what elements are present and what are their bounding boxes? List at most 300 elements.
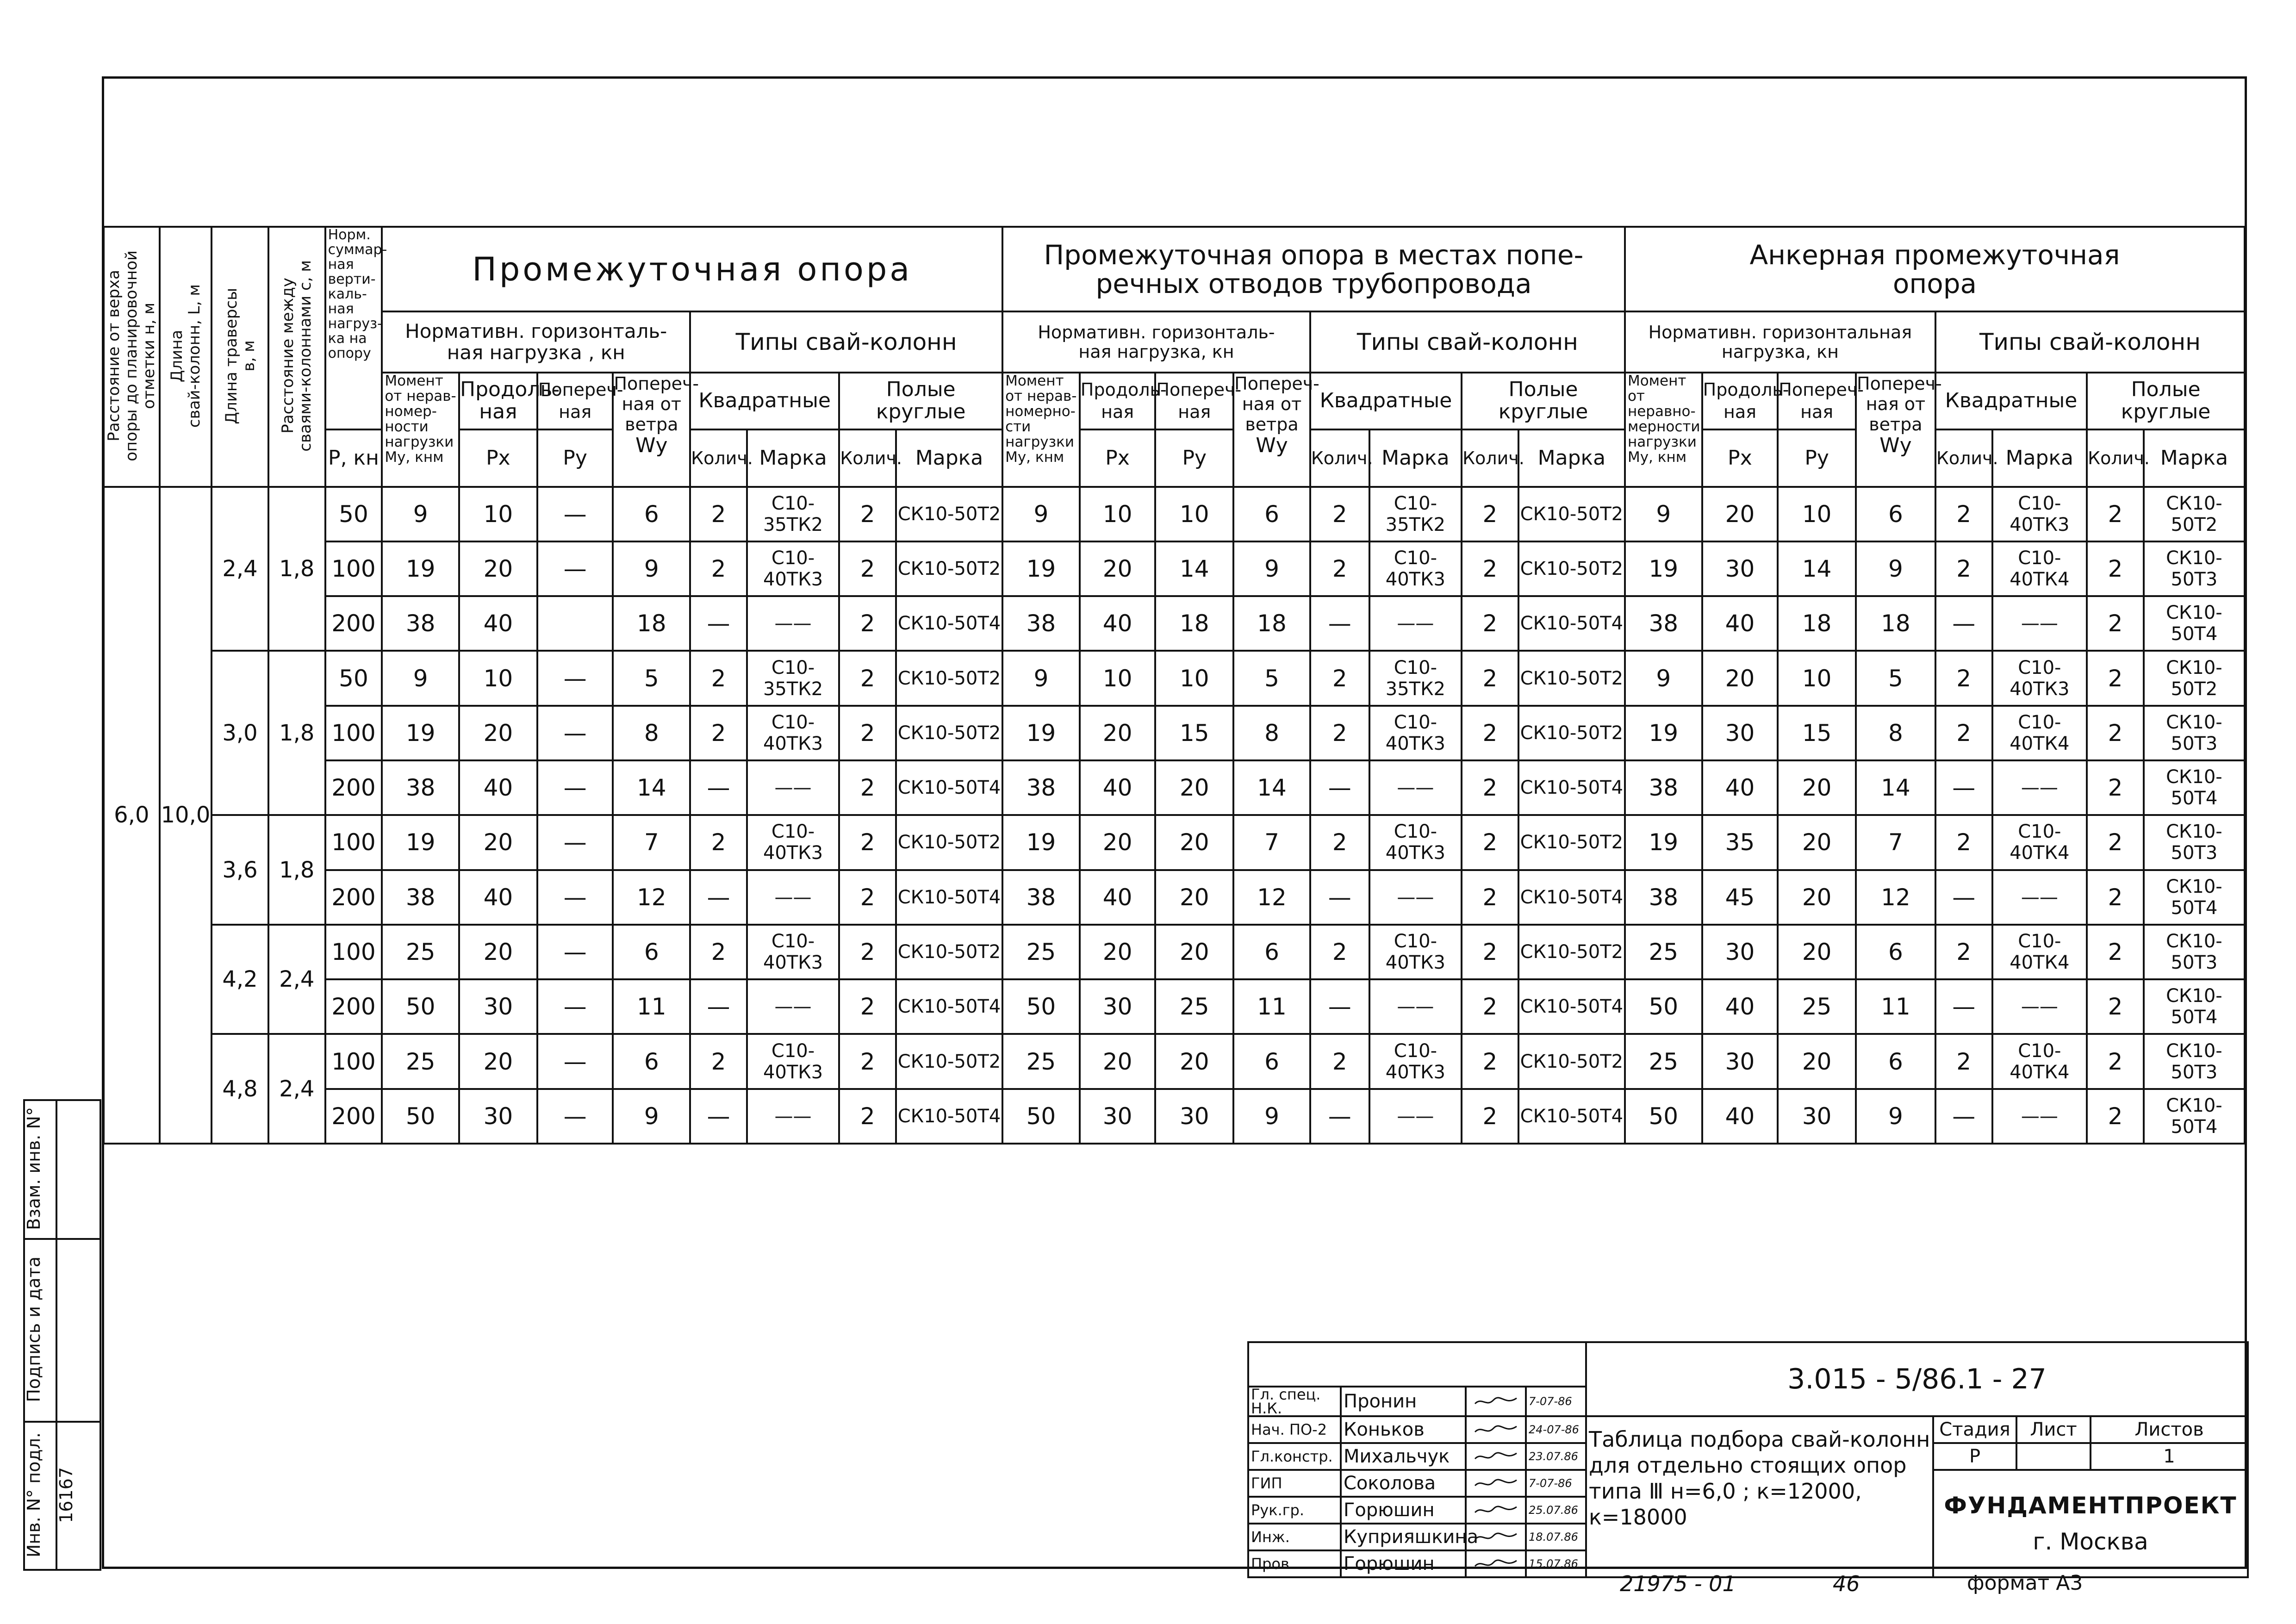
pile-mark-cell: СК10-50Т2 — [2144, 651, 2245, 705]
table-cell: 45 — [1702, 870, 1778, 925]
table-cell: — — [537, 487, 613, 541]
table-cell: 20 — [1702, 651, 1778, 705]
table-cell: 9 — [613, 1089, 690, 1144]
table-cell: 200 — [325, 870, 382, 925]
table-cell: 2 — [690, 1034, 747, 1089]
table-cell: 200 — [325, 596, 382, 651]
height-value: 6,0 — [104, 487, 160, 1144]
table-cell: 38 — [1625, 596, 1702, 651]
table-cell: 25 — [1002, 925, 1080, 979]
pile-mark-cell: СК10-50Т2 — [896, 487, 1002, 541]
table-cell: 20 — [1080, 925, 1156, 979]
table-cell: 11 — [1233, 979, 1310, 1034]
pile-mark-cell: СК10-50Т2 — [896, 1034, 1002, 1089]
signature-icon — [1468, 1450, 1523, 1463]
pile-mark-cell: СК10-50Т3 — [2144, 1034, 2245, 1089]
table-cell: 2 — [2087, 870, 2144, 925]
py-unit-1: Ру — [537, 429, 613, 486]
table-cell: 2 — [1310, 1034, 1369, 1089]
table-cell: 38 — [1002, 760, 1080, 815]
table-cell: 200 — [325, 760, 382, 815]
table-cell: 30 — [1702, 706, 1778, 760]
table-cell: 38 — [1002, 596, 1080, 651]
original-inventory-value: 16167 — [56, 1422, 100, 1570]
header-traverse: Длина траверсы в, м — [212, 227, 268, 487]
table-cell: — — [537, 706, 613, 760]
table-cell: 20 — [459, 1034, 537, 1089]
table-cell: 25 — [1778, 979, 1856, 1034]
transverse-header-1: Попереч- ная — [537, 373, 613, 429]
table-cell: 40 — [1702, 760, 1778, 815]
signature-cell — [1466, 1387, 1526, 1416]
header-height: Расстояние от верха опоры до планировочной отметки н, м — [104, 227, 160, 487]
table-cell: 50 — [1002, 1089, 1080, 1144]
pile-mark-cell: —— — [747, 760, 839, 815]
table-cell: 38 — [382, 870, 459, 925]
table-cell: 20 — [1778, 815, 1856, 870]
table-cell: — — [537, 979, 613, 1034]
table-cell: 2 — [2087, 815, 2144, 870]
pile-mark-cell: —— — [1369, 870, 1462, 925]
pile-mark-cell: С10-40ТК4 — [1992, 815, 2087, 870]
table-cell: 18 — [1778, 596, 1856, 651]
table-cell: 2 — [1310, 706, 1369, 760]
table-cell: 9 — [1233, 1089, 1310, 1144]
table-cell: 2 — [690, 487, 747, 541]
pile-mark-cell: СК10-50Т2 — [1518, 487, 1625, 541]
table-cell: 30 — [1702, 541, 1778, 596]
stamp-label-stage: Стадия — [1933, 1416, 2016, 1443]
mark-header: Марка — [896, 429, 1002, 486]
table-cell: 25 — [1002, 1034, 1080, 1089]
table-cell: 40 — [1080, 596, 1156, 651]
mark-header: Марка — [1992, 429, 2087, 486]
table-cell — [537, 596, 613, 651]
organization-name: ФУНДАМЕНТПРОЕКТ — [1944, 1492, 2237, 1519]
table-cell: 100 — [325, 815, 382, 870]
table-cell: 40 — [1080, 760, 1156, 815]
table-cell: 8 — [1856, 706, 1935, 760]
round-header-1: Полые круглые — [839, 373, 1002, 429]
pile-mark-cell: С10-40ТК3 — [747, 925, 839, 979]
table-cell: — — [1935, 870, 1992, 925]
table-row — [104, 1034, 2245, 1089]
table-cell: 20 — [1080, 706, 1156, 760]
signature-date: 23.07.86 — [1526, 1443, 1586, 1470]
table-cell: 100 — [325, 706, 382, 760]
pile-mark-cell: СК10-50Т4 — [2144, 596, 2245, 651]
moment-header-1: Момент от нерав- номер- ности нагрузки Му, кнм — [382, 373, 459, 487]
table-cell: 19 — [1002, 706, 1080, 760]
pile-mark-cell: С10-40ТК3 — [1369, 1034, 1462, 1089]
group-title-1: Промежуточная опора — [382, 227, 1002, 311]
table-cell: 7 — [613, 815, 690, 870]
signature-icon — [1468, 1394, 1523, 1408]
table-cell: 2 — [1935, 651, 1992, 705]
table-cell: 2 — [839, 541, 896, 596]
signatory-name: Коньков — [1341, 1416, 1466, 1443]
pile-mark-cell: СК10-50Т4 — [2144, 760, 2245, 815]
table-cell: 50 — [1002, 979, 1080, 1034]
table-cell: 2 — [690, 651, 747, 705]
pile-mark-cell: СК10-50Т2 — [2144, 487, 2245, 541]
table-cell: 14 — [613, 760, 690, 815]
signature-date: 18.07.86 — [1526, 1524, 1586, 1550]
pile-mark-cell: СК10-50Т3 — [2144, 706, 2245, 760]
table-cell: 9 — [1856, 541, 1935, 596]
round-header-3: Полые круглые — [2087, 373, 2245, 429]
table-cell: — — [1935, 979, 1992, 1034]
table-cell: 2 — [1310, 651, 1369, 705]
table-cell: 2 — [2087, 760, 2144, 815]
table-cell: 6 — [613, 487, 690, 541]
table-cell: 19 — [382, 541, 459, 596]
table-cell: 5 — [1233, 651, 1310, 705]
table-cell: 30 — [1702, 925, 1778, 979]
mark-header: Марка — [2144, 429, 2245, 486]
table-cell: — — [1935, 1089, 1992, 1144]
signatory-name: Михальчук — [1341, 1443, 1466, 1470]
table-cell: 2 — [1310, 487, 1369, 541]
header-vertical-load: Норм. суммар- ная верти- каль- ная нагруз- ка на опору — [325, 227, 382, 429]
table-cell: 2 — [1935, 487, 1992, 541]
header-length: Длина свай-колонн, L, м — [160, 227, 212, 487]
table-cell: 20 — [1778, 870, 1856, 925]
table-cell: 6 — [1233, 925, 1310, 979]
px-unit-2: Рх — [1080, 429, 1156, 486]
pile-spacing-value: 2,4 — [268, 1034, 325, 1144]
table-row — [104, 541, 2245, 596]
round-header-2: Полые круглые — [1462, 373, 1625, 429]
table-cell: 2 — [1935, 1034, 1992, 1089]
table-cell: 30 — [459, 1089, 537, 1144]
table-cell: 30 — [1080, 1089, 1156, 1144]
wind-header-1: Попереч- ная от ветра Wу — [613, 373, 690, 487]
table-cell: 2 — [1462, 815, 1518, 870]
wind-header-2: Попереч- ная от ветра Wу — [1233, 373, 1310, 487]
table-cell: 38 — [1002, 870, 1080, 925]
table-cell: 30 — [1702, 1034, 1778, 1089]
pile-mark-cell: СК10-50Т3 — [2144, 815, 2245, 870]
table-cell: 19 — [1625, 541, 1702, 596]
px-unit-3: Рх — [1702, 429, 1778, 486]
table-cell: 20 — [459, 706, 537, 760]
table-cell: 40 — [1702, 1089, 1778, 1144]
table-cell: 30 — [459, 979, 537, 1034]
table-cell: — — [1310, 760, 1369, 815]
archive-number: 21975 - 01 — [1620, 1571, 1736, 1596]
table-cell: 40 — [1702, 979, 1778, 1034]
table-cell: 6 — [613, 925, 690, 979]
table-cell: 38 — [1625, 870, 1702, 925]
table-cell: 20 — [1080, 541, 1156, 596]
types-heading-2: Типы свай-колонн — [1310, 311, 1625, 373]
stamp-header-blank — [1248, 1342, 1586, 1387]
table-cell: 25 — [1155, 979, 1233, 1034]
table-cell: 50 — [1625, 979, 1702, 1034]
pile-mark-cell: —— — [747, 870, 839, 925]
table-cell: 10 — [459, 487, 537, 541]
table-row — [104, 925, 2245, 979]
length-value: 10,0 — [160, 487, 212, 1144]
table-cell: — — [537, 925, 613, 979]
longitudinal-header-3: Продоль- ная — [1702, 373, 1778, 429]
pile-mark-cell: —— — [747, 1089, 839, 1144]
table-row — [104, 1089, 2245, 1144]
signatory-name: Горюшин — [1341, 1497, 1466, 1524]
longitudinal-header-1: Продоль- ная — [459, 373, 537, 429]
pile-mark-cell: С10-40ТК4 — [1992, 706, 2087, 760]
signatory-role: ГИП — [1248, 1470, 1341, 1497]
table-cell: 9 — [1002, 487, 1080, 541]
signatory-name: Куприяшкина — [1341, 1524, 1466, 1550]
signatory-role: Рук.гр. — [1248, 1497, 1341, 1524]
pile-mark-cell: С10-40ТК3 — [1369, 815, 1462, 870]
table-cell: 35 — [1702, 815, 1778, 870]
pile-mark-cell: —— — [1992, 870, 2087, 925]
traverse-length-value: 2,4 — [212, 487, 268, 651]
pile-mark-cell: СК10-50Т4 — [1518, 1089, 1625, 1144]
pile-mark-cell: С10-40ТК3 — [747, 815, 839, 870]
table-cell: 2 — [839, 596, 896, 651]
types-heading-3: Типы свай-колонн — [1935, 311, 2245, 373]
pile-mark-cell: СК10-50Т2 — [896, 651, 1002, 705]
qty-header: Колич. — [1310, 429, 1369, 486]
replacement-inventory-value — [56, 1100, 100, 1239]
table-cell: 15 — [1778, 706, 1856, 760]
traverse-length-value: 3,6 — [212, 815, 268, 925]
table-cell: 2 — [1462, 979, 1518, 1034]
table-cell: 6 — [613, 1034, 690, 1089]
pile-spacing-value: 2,4 — [268, 925, 325, 1034]
table-cell: 40 — [459, 870, 537, 925]
table-cell: — — [690, 760, 747, 815]
pile-mark-cell: СК10-50Т2 — [896, 815, 1002, 870]
table-cell: 20 — [1080, 1034, 1156, 1089]
signature-cell — [1466, 1443, 1526, 1470]
signatory-role: Инж. — [1248, 1524, 1341, 1550]
pile-spacing-value: 1,8 — [268, 815, 325, 925]
table-cell: 2 — [1935, 925, 1992, 979]
pile-mark-cell: —— — [1992, 760, 2087, 815]
mark-header: Марка — [1369, 429, 1462, 486]
table-cell: 5 — [613, 651, 690, 705]
table-cell: 2 — [2087, 1089, 2144, 1144]
table-cell: — — [690, 870, 747, 925]
table-cell: 6 — [1856, 1034, 1935, 1089]
drawing-code: 3.015 - 5/86.1 - 27 — [1586, 1342, 2248, 1416]
pile-mark-cell: СК10-50Т4 — [1518, 760, 1625, 815]
table-cell: 2 — [839, 487, 896, 541]
table-cell: 2 — [1462, 541, 1518, 596]
table-cell: 18 — [613, 596, 690, 651]
table-cell: 40 — [1080, 870, 1156, 925]
table-cell: — — [690, 596, 747, 651]
pile-mark-cell: —— — [1992, 979, 2087, 1034]
table-cell: 25 — [382, 1034, 459, 1089]
pile-mark-cell: СК10-50Т4 — [1518, 979, 1625, 1034]
transverse-header-2: Попереч- ная — [1155, 373, 1233, 429]
load-heading-2: Нормативн. горизонталь- ная нагрузка, кн — [1002, 311, 1310, 373]
table-cell: 20 — [1778, 760, 1856, 815]
pile-mark-cell: С10-40ТК3 — [1369, 706, 1462, 760]
table-cell: 2 — [2087, 979, 2144, 1034]
table-cell: 8 — [1233, 706, 1310, 760]
table-cell: — — [537, 815, 613, 870]
py-unit-2: Ру — [1155, 429, 1233, 486]
table-cell: — — [690, 979, 747, 1034]
pile-mark-cell: СК10-50Т2 — [1518, 925, 1625, 979]
table-cell: 10 — [1155, 651, 1233, 705]
pile-mark-cell: СК10-50Т4 — [896, 1089, 1002, 1144]
table-row — [104, 596, 2245, 651]
signature-icon — [1468, 1557, 1523, 1571]
replacement-inventory-label: Взам. инв. N° — [24, 1100, 56, 1239]
signature-cell — [1466, 1416, 1526, 1443]
table-cell: 50 — [325, 487, 382, 541]
table-cell: — — [1310, 1089, 1369, 1144]
pile-mark-cell: С10-40ТК3 — [1992, 487, 2087, 541]
signatory-name: Соколова — [1341, 1470, 1466, 1497]
table-cell: 20 — [1080, 815, 1156, 870]
pile-mark-cell: СК10-50Т2 — [896, 706, 1002, 760]
pile-mark-cell: СК10-50Т2 — [1518, 651, 1625, 705]
table-cell: 9 — [1856, 1089, 1935, 1144]
pile-mark-cell: СК10-50Т2 — [1518, 706, 1625, 760]
table-cell: — — [537, 651, 613, 705]
pile-mark-cell: С10-40ТК3 — [1992, 651, 2087, 705]
table-cell: 19 — [1002, 815, 1080, 870]
signatory-name: Горюшин — [1341, 1550, 1466, 1577]
table-cell: 2 — [1462, 706, 1518, 760]
load-heading-1: Нормативн. горизонталь- ная нагрузка , кн — [382, 311, 690, 373]
mark-header: Марка — [1518, 429, 1625, 486]
table-cell: 14 — [1233, 760, 1310, 815]
table-cell: 9 — [1625, 487, 1702, 541]
table-cell: — — [1310, 870, 1369, 925]
square-header-2: Квадратные — [1310, 373, 1462, 429]
pile-mark-cell: СК10-50Т3 — [2144, 925, 2245, 979]
table-cell: 38 — [382, 596, 459, 651]
table-cell: 18 — [1856, 596, 1935, 651]
table-cell: 40 — [459, 760, 537, 815]
table-cell: 38 — [1625, 760, 1702, 815]
table-cell: 5 — [1856, 651, 1935, 705]
pile-mark-cell: С10-35ТК2 — [1369, 651, 1462, 705]
pile-spacing-value: 1,8 — [268, 487, 325, 651]
table-row — [104, 487, 2245, 541]
qty-header: Колич. — [690, 429, 747, 486]
table-cell: 50 — [382, 1089, 459, 1144]
table-cell: 20 — [1155, 760, 1233, 815]
table-cell: — — [537, 1034, 613, 1089]
title-block — [1247, 1341, 2249, 1578]
pile-mark-cell: СК10-50Т2 — [1518, 1034, 1625, 1089]
signature-date: 25.07.86 — [1526, 1497, 1586, 1524]
signature-date: 7-07-86 — [1526, 1387, 1586, 1416]
pile-mark-cell: СК10-50Т4 — [1518, 596, 1625, 651]
table-cell: — — [1935, 760, 1992, 815]
table-cell: — — [1310, 979, 1369, 1034]
table-cell: 2 — [690, 925, 747, 979]
table-row — [104, 979, 2245, 1034]
table-cell: 25 — [1625, 1034, 1702, 1089]
table-cell: 2 — [1462, 925, 1518, 979]
table-cell: 19 — [1002, 541, 1080, 596]
table-cell: 2 — [839, 1089, 896, 1144]
table-cell: 19 — [382, 706, 459, 760]
table-cell: 2 — [1462, 760, 1518, 815]
table-cell: 11 — [613, 979, 690, 1034]
table-cell: 14 — [1778, 541, 1856, 596]
table-cell: 2 — [2087, 706, 2144, 760]
table-cell: 2 — [2087, 925, 2144, 979]
table-cell: 2 — [690, 815, 747, 870]
qty-header: Колич. — [839, 429, 896, 486]
pile-mark-cell: СК10-50Т2 — [896, 925, 1002, 979]
moment-header-3: Момент от неравно- мерности нагрузки Му, кнм — [1625, 373, 1702, 487]
pile-mark-cell: СК10-50Т4 — [1518, 870, 1625, 925]
vertical-load-unit: Р, кн — [325, 429, 382, 486]
pile-mark-cell: СК10-50Т2 — [1518, 815, 1625, 870]
organization — [1933, 1470, 2248, 1577]
pile-mark-cell: —— — [1369, 1089, 1462, 1144]
stamp-value-sheet — [2016, 1443, 2091, 1470]
table-cell: 2 — [1462, 596, 1518, 651]
table-cell: 30 — [1080, 979, 1156, 1034]
signature-date: 7-07-86 — [1526, 1470, 1586, 1497]
table-cell: 2 — [1935, 541, 1992, 596]
table-cell: — — [537, 1089, 613, 1144]
table-cell: 2 — [1462, 1034, 1518, 1089]
pile-mark-cell: —— — [1992, 1089, 2087, 1144]
table-row — [104, 815, 2245, 870]
pile-mark-cell: СК10-50Т2 — [1518, 541, 1625, 596]
table-cell: 10 — [1080, 651, 1156, 705]
side-stamp — [23, 1099, 101, 1571]
qty-header: Колич. — [2087, 429, 2144, 486]
pile-mark-cell: СК10-50Т4 — [2144, 870, 2245, 925]
table-cell: 2 — [1310, 815, 1369, 870]
pile-mark-cell: С10-35ТК2 — [1369, 487, 1462, 541]
signature-cell — [1466, 1550, 1526, 1577]
table-cell: 30 — [1155, 1089, 1233, 1144]
table-cell: 20 — [459, 815, 537, 870]
table-cell: 7 — [1233, 815, 1310, 870]
pile-mark-cell: СК10-50Т3 — [2144, 541, 2245, 596]
table-cell: 2 — [839, 760, 896, 815]
types-heading-1: Типы свай-колонн — [690, 311, 1002, 373]
table-cell: 2 — [690, 706, 747, 760]
table-cell: 2 — [839, 1034, 896, 1089]
table-cell: 100 — [325, 925, 382, 979]
table-cell: 2 — [1935, 815, 1992, 870]
table-cell: 2 — [2087, 596, 2144, 651]
table-cell: 25 — [382, 925, 459, 979]
table-cell: 20 — [459, 541, 537, 596]
table-cell: 200 — [325, 1089, 382, 1144]
table-cell: 18 — [1155, 596, 1233, 651]
table-cell: 50 — [325, 651, 382, 705]
table-cell: 11 — [1856, 979, 1935, 1034]
signature-date-value — [56, 1239, 100, 1422]
pile-mark-cell: СК10-50Т4 — [2144, 1089, 2245, 1144]
px-unit-1: Рх — [459, 429, 537, 486]
pile-mark-cell: С10-40ТК4 — [1992, 541, 2087, 596]
transverse-header-3: Попереч- ная — [1778, 373, 1856, 429]
table-cell: 6 — [1856, 487, 1935, 541]
pile-selection-table — [103, 226, 2246, 1145]
